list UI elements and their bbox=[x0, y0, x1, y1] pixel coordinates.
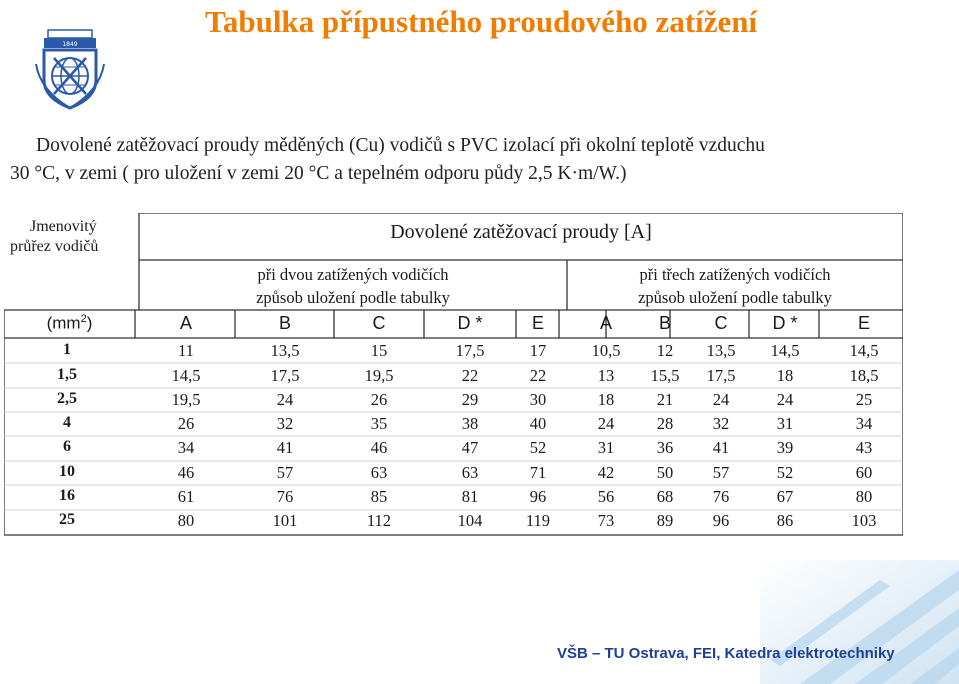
value-cell: 40 bbox=[529, 414, 547, 433]
group-header-two-line-1: při dvou zatížených vodičích bbox=[257, 265, 449, 284]
value-cell: 35 bbox=[370, 414, 388, 433]
value-cell: 13 bbox=[597, 366, 615, 385]
value-cell: 22 bbox=[529, 366, 547, 385]
value-cell: 17,5 bbox=[706, 366, 736, 385]
intro-line-2: 30 °C, v zemi ( pro uložení v zemi 20 °C a tepelném odporu půdy 2,5 K·m/W.) bbox=[10, 163, 627, 184]
value-cell: 29 bbox=[461, 390, 479, 409]
unit-header bbox=[4, 313, 135, 334]
value-cell: 101 bbox=[272, 511, 298, 530]
value-cell: 32 bbox=[712, 414, 730, 433]
column-header: D * bbox=[457, 313, 483, 333]
column-header: A bbox=[179, 313, 192, 333]
main-header: Dovolené zatěžovací proudy [A] bbox=[390, 221, 652, 243]
value-cell: 22 bbox=[461, 366, 479, 385]
value-cell: 14,5 bbox=[770, 341, 800, 360]
section-cell: 10 bbox=[59, 463, 75, 480]
section-cell: 6 bbox=[63, 438, 71, 455]
value-cell: 21 bbox=[656, 390, 674, 409]
value-cell: 24 bbox=[776, 390, 794, 409]
value-cell: 36 bbox=[656, 438, 674, 457]
value-cell: 15 bbox=[370, 341, 388, 360]
value-cell: 13,5 bbox=[706, 341, 736, 360]
university-crest-icon bbox=[34, 24, 106, 110]
group-header-two-conductors bbox=[139, 263, 567, 309]
value-cell: 103 bbox=[851, 511, 877, 530]
logo-year: 1849 bbox=[62, 41, 78, 48]
value-cell: 34 bbox=[855, 414, 873, 433]
section-cell: 1 bbox=[63, 341, 71, 358]
value-cell: 50 bbox=[656, 463, 674, 482]
column-header: B bbox=[278, 313, 291, 333]
value-cell: 104 bbox=[457, 511, 483, 530]
value-cell: 26 bbox=[370, 390, 388, 409]
value-cell: 28 bbox=[656, 414, 674, 433]
value-cell: 63 bbox=[370, 463, 388, 482]
value-cell: 24 bbox=[712, 390, 730, 409]
value-cell: 85 bbox=[370, 487, 388, 506]
value-cell: 14,5 bbox=[849, 341, 879, 360]
value-cell: 31 bbox=[597, 438, 615, 457]
column-header: E bbox=[531, 313, 544, 333]
value-cell: 30 bbox=[529, 390, 547, 409]
unit-close: ) bbox=[86, 313, 93, 333]
value-cell: 25 bbox=[855, 390, 873, 409]
decorative-stripes-graphic bbox=[760, 560, 959, 684]
value-cell: 13,5 bbox=[270, 341, 300, 360]
value-cell: 18 bbox=[776, 366, 794, 385]
value-cell: 11 bbox=[178, 341, 194, 360]
current-table bbox=[4, 213, 903, 536]
value-cell: 61 bbox=[177, 487, 195, 506]
unit-label: (mm bbox=[46, 313, 81, 333]
value-cell: 76 bbox=[712, 487, 730, 506]
value-cell: 41 bbox=[712, 438, 730, 457]
value-cell: 19,5 bbox=[364, 366, 394, 385]
value-cell: 46 bbox=[177, 463, 195, 482]
value-cell: 46 bbox=[370, 438, 388, 457]
value-cell: 24 bbox=[597, 414, 615, 433]
value-cell: 81 bbox=[461, 487, 479, 506]
unit-superscript: 2 bbox=[80, 313, 87, 325]
value-cell: 71 bbox=[529, 463, 547, 482]
value-cell: 19,5 bbox=[171, 390, 201, 409]
value-cell: 67 bbox=[776, 487, 794, 506]
value-cell: 39 bbox=[776, 438, 794, 457]
value-cell: 60 bbox=[855, 463, 873, 482]
value-cell: 63 bbox=[461, 463, 479, 482]
section-cell: 25 bbox=[59, 511, 75, 528]
column-header: C bbox=[714, 313, 728, 333]
intro-line-1: Dovolené zatěžovací proudy měděných (Cu) vodičů s PVC izolací při okolní teplotě vzduchu bbox=[36, 135, 765, 156]
section-cell: 1,5 bbox=[57, 366, 77, 383]
value-cell: 38 bbox=[461, 414, 479, 433]
value-cell: 57 bbox=[712, 463, 730, 482]
value-cell: 47 bbox=[461, 438, 479, 457]
section-cell: 2,5 bbox=[57, 390, 77, 407]
page-title: Tabulka přípustného proudového zatížení bbox=[205, 4, 758, 39]
value-cell: 86 bbox=[776, 511, 794, 530]
value-cell: 89 bbox=[656, 511, 674, 530]
value-cell: 18,5 bbox=[849, 366, 879, 385]
section-cell: 4 bbox=[63, 414, 71, 431]
column-header: B bbox=[658, 313, 671, 333]
intro-text bbox=[10, 132, 940, 188]
value-cell: 32 bbox=[276, 414, 294, 433]
value-cell: 68 bbox=[656, 487, 674, 506]
group-header-three-line-2: způsob uložení podle tabulky bbox=[638, 288, 832, 307]
section-cell: 16 bbox=[59, 487, 75, 504]
corner-label bbox=[10, 217, 98, 257]
column-header: C bbox=[372, 313, 386, 333]
value-cell: 15,5 bbox=[650, 366, 680, 385]
value-cell: 18 bbox=[597, 390, 615, 409]
corner-label-line-1: Jmenovitý bbox=[30, 218, 97, 235]
value-cell: 56 bbox=[597, 487, 615, 506]
value-cell: 42 bbox=[597, 463, 615, 482]
corner-label-line-2: průřez vodičů bbox=[10, 238, 99, 255]
value-cell: 41 bbox=[276, 438, 294, 457]
value-cell: 57 bbox=[276, 463, 294, 482]
value-cell: 24 bbox=[276, 390, 294, 409]
group-header-three-line-1: při třech zatížených vodičích bbox=[639, 265, 831, 284]
value-cell: 17,5 bbox=[455, 341, 485, 360]
value-cell: 73 bbox=[597, 511, 615, 530]
value-cell: 96 bbox=[712, 511, 730, 530]
value-cell: 31 bbox=[776, 414, 794, 433]
value-cell: 52 bbox=[776, 463, 794, 482]
column-header: A bbox=[599, 313, 612, 333]
value-cell: 43 bbox=[855, 438, 873, 457]
value-cell: 80 bbox=[855, 487, 873, 506]
value-cell: 26 bbox=[177, 414, 195, 433]
group-header-two-line-2: způsob uložení podle tabulky bbox=[256, 288, 450, 307]
value-cell: 10,5 bbox=[591, 341, 621, 360]
value-cell: 17 bbox=[529, 341, 547, 360]
value-cell: 34 bbox=[177, 438, 195, 457]
value-cell: 96 bbox=[529, 487, 547, 506]
value-cell: 80 bbox=[177, 511, 195, 530]
footer-text: VŠB – TU Ostrava, FEI, Katedra elektrotechniky bbox=[557, 645, 895, 662]
value-cell: 112 bbox=[366, 511, 392, 530]
value-cell: 12 bbox=[656, 341, 674, 360]
value-cell: 14,5 bbox=[171, 366, 201, 385]
value-cell: 52 bbox=[529, 438, 547, 457]
group-header-three-conductors bbox=[567, 263, 903, 309]
value-cell: 76 bbox=[276, 487, 294, 506]
value-cell: 119 bbox=[525, 511, 551, 530]
column-header: E bbox=[857, 313, 870, 333]
column-header: D * bbox=[772, 313, 798, 333]
value-cell: 17,5 bbox=[270, 366, 300, 385]
